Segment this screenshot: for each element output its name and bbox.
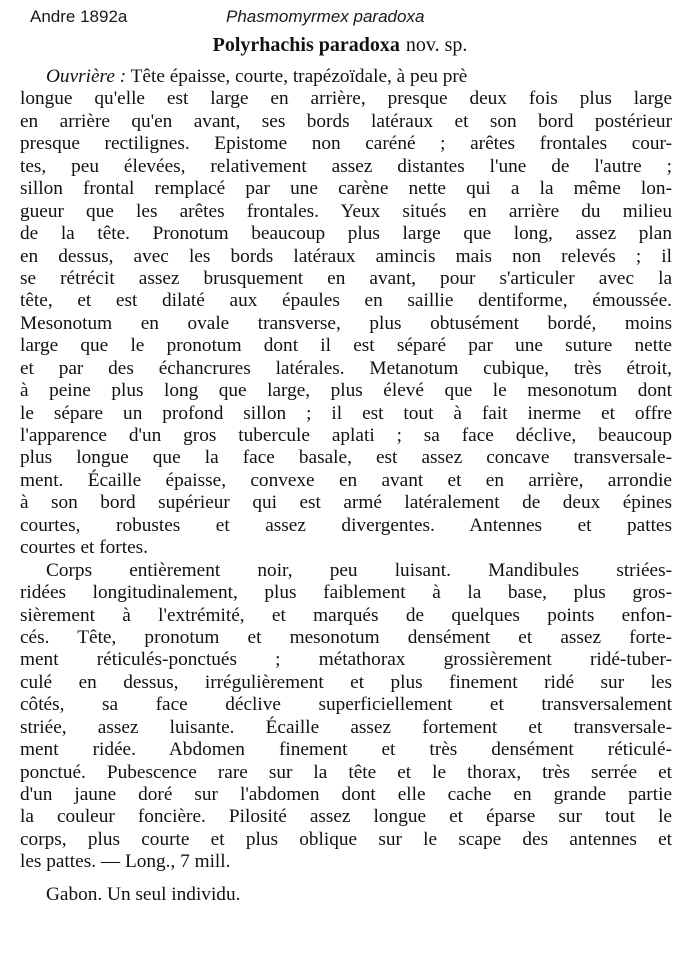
text-line: le sépare un profond sillon ; il est tout à fait inerme et offre (20, 402, 672, 424)
text-line: cés. Tête, pronotum et mesonotum densément et assez forte- (20, 626, 672, 648)
coloration-first-line: Corps entièrement noir, peu luisant. Mandibules striées- (46, 559, 672, 581)
text-line: la couleur foncière. Pilosité assez longue et éparse sur tout le (20, 806, 672, 828)
text-line: à peine plus long que large, plus élevé que le mesonotum dont (20, 380, 672, 402)
coloration-lines (20, 582, 672, 851)
coloration-last-line: les pattes. — Long., 7 mill. (20, 851, 231, 873)
text-line: longue qu'elle est large en arrière, presque deux fois plus large (20, 88, 672, 110)
current-name-label: Phasmomyrmex paradoxa (226, 7, 425, 26)
text-line: l'apparence d'un gros tubercule aplati ; sa face déclive, beaucoup (20, 425, 672, 446)
text-line: culé en dessus, irrégulièrement et plus finement ridé sur les (20, 671, 672, 693)
text-line: ridées longitudinalement, plus faiblement à la base, plus gros- (20, 582, 672, 604)
text-line: Mesonotum en ovale transverse, plus obtusément bordé, moins (20, 312, 672, 334)
text-line: striée, assez luisante. Écaille assez fortement et transversale- (20, 716, 672, 738)
text-line: tête, et est dilaté aux épaules en saillie dentiforme, émoussée. (20, 290, 672, 312)
text-line: et par des échancrures latérales. Metanotum cubique, très étroit, (20, 357, 672, 379)
text-line: corps, plus courte et plus oblique sur le scape des antennes et (20, 828, 672, 850)
text-line: en arrière qu'en avant, ses bords latéraux et son bord postérieur (20, 110, 672, 132)
description-last-line: courtes et fortes. (20, 537, 148, 559)
text-line: sillon frontal remplacé par une carène nette qui a la même lon- (20, 178, 672, 200)
text-line: tes, peu élevées, relativement assez distantes l'une de l'autre ; (20, 155, 672, 177)
text-line: gueur que les arêtes frontales. Yeux situés en arrière du milieu (20, 200, 672, 222)
text-line: ment ridée. Abdomen finement et très densément réticulé- (20, 739, 672, 761)
text-line: se rétrécit assez brusquement en avant, pour s'articuler avec la (20, 267, 672, 289)
description-first-line (20, 66, 672, 88)
citation-label: Andre 1892a (30, 7, 128, 26)
locality-line: Gabon. Un seul individu. (46, 883, 241, 905)
text-line: d'un jaune doré sur l'abdomen dont elle cache en grande partie (20, 784, 672, 805)
text-line: courtes, robustes et assez divergentes. Antennes et pattes (20, 514, 672, 536)
text-line: ponctué. Pubescence rare sur la tête et le thorax, très serrée et (20, 761, 672, 783)
description-first-line-text: Tête épaisse, courte, trapézoïdale, à peu prè (130, 66, 468, 87)
species-status: nov. sp. (405, 34, 468, 56)
text-line: plus longue que la face basale, est assez concave transversale- (20, 447, 672, 469)
text-line: presque rectilignes. Epistome non caréné ; arêtes frontales cour- (20, 133, 672, 155)
species-heading (0, 34, 680, 57)
description-lines (20, 88, 672, 537)
text-line: ment. Écaille épaisse, convexe en avant et en arrière, arrondie (20, 469, 672, 491)
text-line: de la tête. Pronotum beaucoup plus large que long, assez plan (20, 223, 672, 245)
species-name: Polyrhachis paradoxa (212, 34, 400, 56)
text-line: en dessus, avec les bords latéraux amincis mais non relevés ; il (20, 245, 672, 267)
description-body (20, 66, 672, 906)
text-line: sièrement à l'extrémité, et marqués de quelques points enfon- (20, 604, 672, 626)
text-line: large que le pronotum dont il est séparé par une suture nette (20, 335, 672, 357)
text-line: à son bord supérieur qui est armé latéralement de deux épines (20, 492, 672, 514)
caste-label: Ouvrière : (46, 66, 127, 87)
text-line: ment réticulés-ponctués ; métathorax grossièrement ridé-tuber- (20, 649, 672, 671)
text-line: côtés, sa face déclive superficiellement et transversalement (20, 694, 672, 716)
